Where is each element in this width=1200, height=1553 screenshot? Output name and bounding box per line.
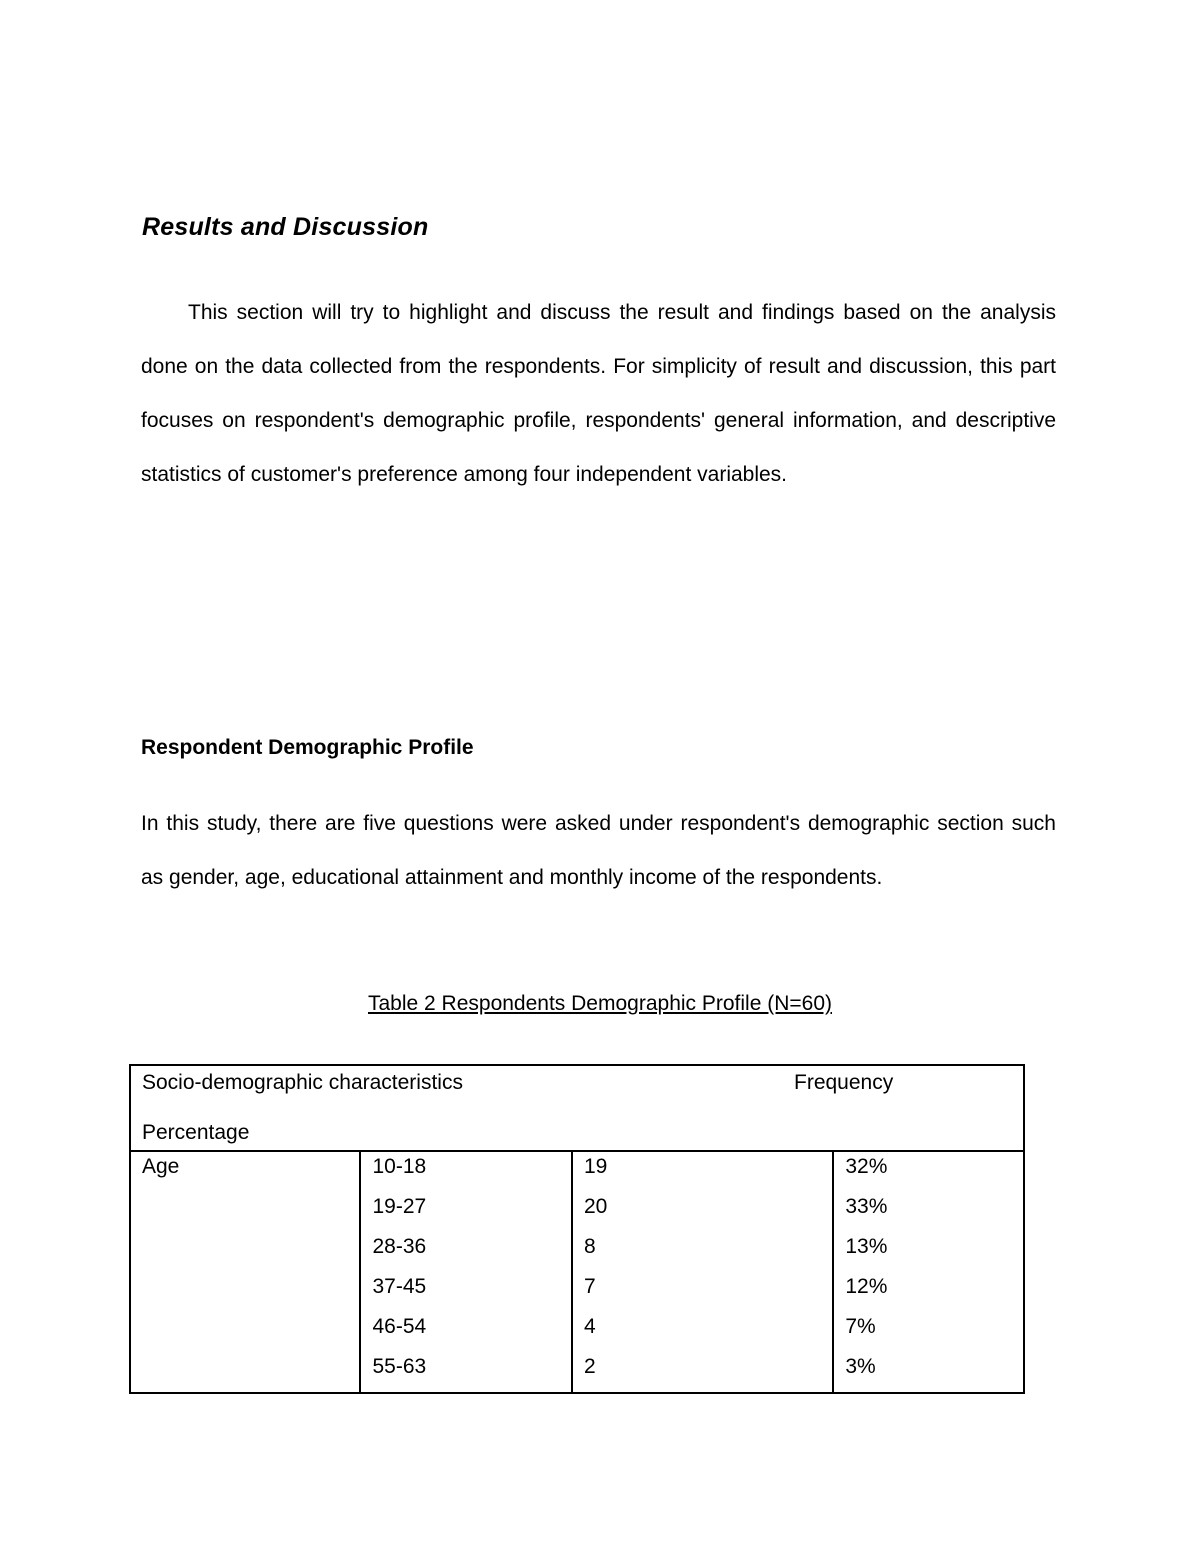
group-label-age: Age (142, 1155, 180, 1178)
age-range-cell: 10-18 (360, 1151, 572, 1192)
table-header-row (130, 1065, 1024, 1151)
percentage-cell: 13% (833, 1232, 1024, 1272)
frequency-cell: 20 (572, 1192, 833, 1232)
age-range-cell: 46-54 (360, 1312, 572, 1352)
header-percentage: Percentage (142, 1121, 250, 1144)
demographics-paragraph: In this study, there are five questions were asked under respondent's demographic section such as gender, age, educational attainment and monthly income of the respondents. (141, 812, 1056, 889)
percentage-cell: 12% (833, 1272, 1024, 1312)
table-header-cell (130, 1065, 1024, 1151)
frequency-cell: 19 (572, 1151, 833, 1192)
frequency-cell: 4 (572, 1312, 833, 1352)
demographics-title: Respondent Demographic Profile (141, 736, 474, 759)
header-frequency: Frequency (794, 1071, 894, 1094)
header-characteristics: Socio-demographic characteristics (142, 1071, 463, 1094)
age-range-cell: 55-63 (360, 1352, 572, 1393)
age-range-cell: 19-27 (360, 1192, 572, 1232)
percentage-cell: 3% (833, 1352, 1024, 1393)
table-row (130, 1151, 1024, 1192)
age-range-cell: 37-45 (360, 1272, 572, 1312)
section-title: Results and Discussion (142, 213, 429, 241)
table-caption: Table 2 Respondents Demographic Profile (N=60) (368, 992, 832, 1015)
percentage-cell: 33% (833, 1192, 1024, 1232)
frequency-cell: 2 (572, 1352, 833, 1393)
demographic-table (129, 1064, 1025, 1394)
frequency-cell: 8 (572, 1232, 833, 1272)
age-range-cell: 28-36 (360, 1232, 572, 1272)
percentage-cell: 7% (833, 1312, 1024, 1352)
frequency-cell: 7 (572, 1272, 833, 1312)
percentage-cell: 32% (833, 1151, 1024, 1192)
intro-paragraph: This section will try to highlight and discuss the result and findings based on the analysis done on the data collected from the respondents. For simplicity of result and discussion, this part focuses on respondent's demographic profile, respondents' general information, and descriptive statistics of customer's preference among four independent variables. (141, 301, 1056, 486)
